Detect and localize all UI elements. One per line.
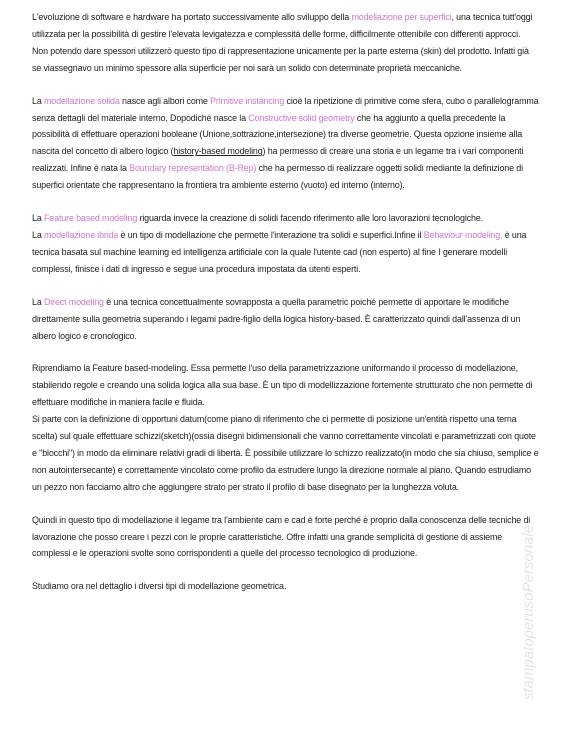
text-run: riguarda invece la creazione di solidi facendo riferimento alle loro lavorazioni tecnologiche. — [137, 213, 483, 225]
text-run: nasce agli albori come — [119, 95, 211, 107]
highlighted-term: modellazione solida — [43, 95, 120, 107]
text-run: ) ha permesso di creare una storia e un legame tra i vari componenti realizzati. Infine è nata la — [32, 146, 524, 175]
text-run: è una tecnica concettualmente sovrapposta a quella parametric poiché permette di apportare le modifiche direttamente sulla geometria superando i legami padre-figlio della logica history-based. È caratterizzato quindi dall'assenza di un albero logico e cronologico. — [32, 296, 521, 342]
highlighted-term: Feature based modeling — [43, 213, 138, 225]
paragraph — [32, 211, 540, 279]
text-run: Non potendo dare spessori utilizzerò questo tipo di rappresentazione unicamente per la parte esterna (skin) del prodotto. Infatti già se viassegnavo un minimo spessore alla superficie per noi sarà un solido con determinate proprietà meccaniche. — [32, 45, 529, 74]
text-run: cioè la ripetizione di primitive come sfera, cubo o parallelogramma senza dettagli del materiale interno. Dopodiché nasce la — [32, 95, 539, 124]
highlighted-term: Boundary representation (B-Rep) — [129, 163, 257, 175]
text-run: è una tecnica basata sul machine learning ed intelligenza artificiale con la quale l'utente cad (non esperto) al fine I generare modelli complessi, finisce i dati di ingresso e segue una procedura impostata da utenti esperti. — [32, 229, 527, 275]
paragraph — [32, 513, 540, 564]
text-run: è un tipo di modellazione che permette l'interazione tra solidi e superfici.Infine il — [118, 229, 424, 241]
highlighted-term: Constructive solid geometry — [248, 112, 355, 124]
highlighted-term: modellazione ibrida — [43, 229, 119, 241]
highlighted-term: Behaviour modeling, — [423, 229, 503, 241]
highlighted-term: Direct modeling — [43, 296, 104, 308]
paragraph — [32, 579, 540, 596]
text-run: Riprendiamo la Feature based-modeling. Essa permette l'uso della parametrizzazione uniformando il processo di modellazione, stabilendo regole e creando una solida logica alla sua base. È un tipo di modellizzazione fortemente strutturato che non permette di effettuare modifiche in maniera facile e fluida. — [32, 363, 533, 409]
text-run: Studiamo ora nel dettaglio i diversi tipi di modellazione geometrica. — [32, 581, 287, 593]
text-run: La — [32, 95, 44, 107]
paragraph — [32, 295, 540, 346]
text-run: La — [32, 296, 44, 308]
text-run: L'evoluzione di software e hardware ha portato successivamente allo sviluppo della — [32, 12, 352, 23]
text-run: Quindi in questo tipo di modellazione il legame tra l'ambiente cam e cad è forte perché è proprio dalla conoscenza delle tecniche di lavorazione che posso creare i pezzi con le proprie caratteristiche. Offre infatti una grande semplicità di gestione di assieme complessi e le operazioni svolte sono corrispondenti a quelle del processo tecnologico di produzione. — [32, 514, 531, 560]
underlined-term: history-based modeling — [173, 146, 263, 158]
paragraph — [32, 10, 540, 78]
highlighted-term: modellazione per superfici — [351, 12, 452, 23]
paragraph — [32, 94, 540, 195]
text-run: La — [32, 229, 44, 241]
text-run: La — [32, 213, 44, 225]
text-run: , una tecnica tutt'oggi utilizzata per la possibilità di gestire l'elevata levigatezza e complessità delle forme, difficilmente ottenibile con differenti approcci. — [32, 12, 533, 40]
text-run: che ha aggiunto a quella precedente la possibilità di effettuare operazioni booleane (Unione,sottrazione,intersezione) tra diverse geometrie. Questa opzione insieme alla nascita del concetto di albero logico ( — [32, 112, 523, 158]
watermark-text: stampatoperusoPersonale — [520, 524, 537, 700]
text-run: Si parte con la definizione di opportuni datum(come piano di riferimento che ci permette di posizione un'entità rispetto una terna scelta) sul quale effettuare schizzi(sketch)(ossia disegni bidimensionali che vanno correttamente vincolati e parametrizzati con quote e "blocchi") in modo da eliminare relativi gradi di libertà. È possibile utilizzare lo schizzo realizzato(in modo che sia chiuso, semplice e non autointersecante) e correttamente vincolato come profilo da estrudere lungo la direzione normale al piano. Quando estrudiamo un pezzo non facciamo altro che aggiungere strato per strato il profilo di base disegnato per la lunghezza voluta. — [32, 414, 539, 493]
text-run: che ha permesso di realizzare oggetti solidi mediante la definizione di superfici orientate che rappresentano la frontiera tra ambiente esterno (vuoto) ed interno (interno). — [32, 163, 523, 192]
paragraph — [32, 361, 540, 496]
highlighted-term: Primitive instancing — [210, 95, 285, 107]
